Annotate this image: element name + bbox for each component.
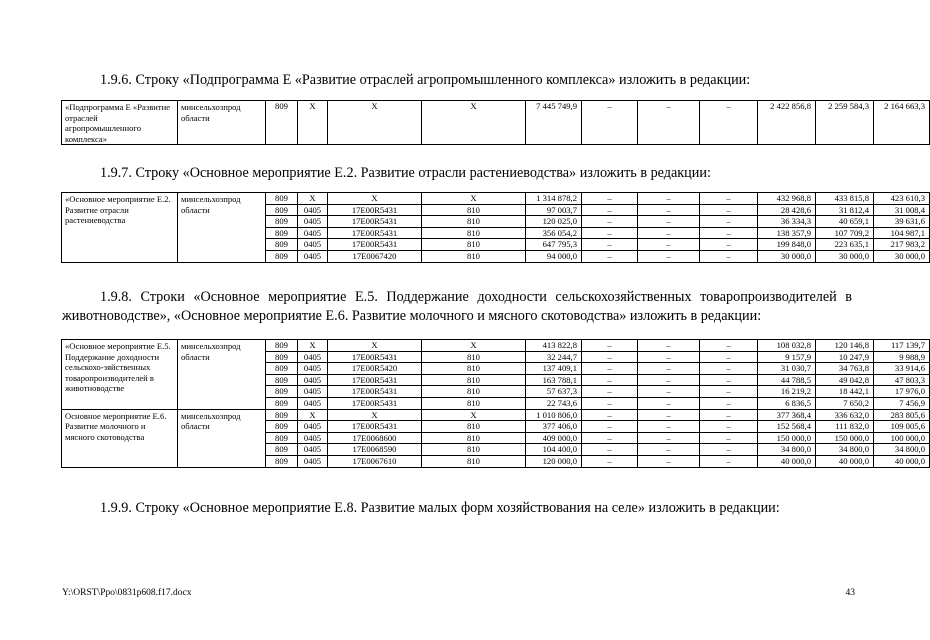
total-cell: 163 788,1	[526, 374, 582, 386]
year-cell: 138 357,9	[758, 227, 816, 239]
year-cell: 16 219,2	[758, 386, 816, 398]
year-cell: –	[700, 340, 758, 352]
year-cell: 423 610,3	[874, 193, 930, 205]
year-cell: –	[700, 250, 758, 262]
year-cell: 34 800,0	[816, 444, 874, 456]
year-cell: –	[638, 239, 700, 251]
year-cell: 9 157,9	[758, 351, 816, 363]
section-cell: 0405	[298, 397, 328, 409]
section-heading-1-9-8: 1.9.8. Строки «Основное мероприятие Е.5. Поддержание доходности сельскохозяйственных товаропроизводителей в животноводстве», «Основное мероприятие Е.6. Развитие молочного и мясного скотоводства» изложить в редакции:	[62, 289, 852, 324]
year-cell: 33 914,6	[874, 363, 930, 375]
total-cell: 57 637,3	[526, 386, 582, 398]
year-cell: –	[582, 409, 638, 421]
target-article-cell: 17Е00R5431	[328, 239, 422, 251]
year-cell: –	[582, 363, 638, 375]
year-cell: –	[638, 386, 700, 398]
expense-type-cell: 810	[422, 363, 526, 375]
year-cell: 31 008,4	[874, 204, 930, 216]
section-cell: 0405	[298, 444, 328, 456]
year-cell: –	[638, 374, 700, 386]
year-cell: –	[700, 227, 758, 239]
year-cell: –	[582, 227, 638, 239]
section-cell: Х	[298, 101, 328, 145]
year-cell: 40 000,0	[816, 455, 874, 467]
total-cell: 22 743,6	[526, 397, 582, 409]
agency-cell: минсельхозпрод области	[178, 409, 266, 467]
target-article-cell: 17Е00R5431	[328, 386, 422, 398]
year-cell: 40 000,0	[758, 455, 816, 467]
budget-code-cell: 809	[266, 421, 298, 433]
expense-type-cell: 810	[422, 421, 526, 433]
budget-code-cell: 809	[266, 397, 298, 409]
year-cell: 150 000,0	[816, 432, 874, 444]
year-cell: –	[582, 193, 638, 205]
target-article-cell: Х	[328, 340, 422, 352]
total-cell: 137 409,1	[526, 363, 582, 375]
year-cell: 104 987,1	[874, 227, 930, 239]
budget-code-cell: 809	[266, 386, 298, 398]
total-cell: 1 010 806,0	[526, 409, 582, 421]
year-cell: –	[700, 101, 758, 145]
year-cell: –	[582, 216, 638, 228]
expense-type-cell: 810	[422, 216, 526, 228]
year-cell: –	[638, 216, 700, 228]
budget-code-cell: 809	[266, 455, 298, 467]
section-cell: 0405	[298, 363, 328, 375]
row-name-cell: Основное мероприятие Е.6. Развитие молочного и мясного скотоводства	[62, 409, 178, 467]
expense-type-cell: 810	[422, 455, 526, 467]
year-cell: 111 832,0	[816, 421, 874, 433]
target-article-cell: Х	[328, 193, 422, 205]
year-cell: 432 968,8	[758, 193, 816, 205]
year-cell: 30 000,0	[874, 250, 930, 262]
target-article-cell: 17Е0067420	[328, 250, 422, 262]
section-cell: 0405	[298, 250, 328, 262]
expense-type-cell: 810	[422, 239, 526, 251]
budget-code-cell: 809	[266, 351, 298, 363]
section-cell: 0405	[298, 386, 328, 398]
year-cell: –	[700, 374, 758, 386]
total-cell: 32 244,7	[526, 351, 582, 363]
budget-code-cell: 809	[266, 250, 298, 262]
year-cell: –	[700, 204, 758, 216]
footer-page-number: 43	[845, 588, 855, 598]
target-article-cell: 17Е00R5431	[328, 397, 422, 409]
year-cell: –	[700, 193, 758, 205]
budget-code-cell: 809	[266, 216, 298, 228]
expense-type-cell: 810	[422, 432, 526, 444]
target-article-cell: 17Е00R5431	[328, 421, 422, 433]
total-cell: 413 822,8	[526, 340, 582, 352]
total-cell: 356 054,2	[526, 227, 582, 239]
year-cell: 28 428,6	[758, 204, 816, 216]
year-cell: –	[638, 409, 700, 421]
section-heading-1-9-7: 1.9.7. Строку «Основное мероприятие Е.2. Развитие отрасли растениеводства» изложить в редакции:	[100, 165, 711, 181]
year-cell: 152 568,4	[758, 421, 816, 433]
year-cell: –	[582, 444, 638, 456]
table-row	[62, 193, 930, 205]
section-cell: Х	[298, 409, 328, 421]
year-cell: 109 005,6	[874, 421, 930, 433]
expense-type-cell: 810	[422, 227, 526, 239]
year-cell: 100 000,0	[874, 432, 930, 444]
total-cell: 120 000,0	[526, 455, 582, 467]
section-cell: 0405	[298, 421, 328, 433]
year-cell: –	[582, 250, 638, 262]
year-cell: 47 803,3	[874, 374, 930, 386]
year-cell: –	[700, 351, 758, 363]
year-cell: 30 000,0	[758, 250, 816, 262]
year-cell: 40 000,0	[874, 455, 930, 467]
expense-type-cell: 810	[422, 204, 526, 216]
section-cell: Х	[298, 340, 328, 352]
year-cell: –	[700, 409, 758, 421]
expense-type-cell: Х	[422, 340, 526, 352]
section-cell: 0405	[298, 227, 328, 239]
year-cell: 7 456,9	[874, 397, 930, 409]
year-cell: –	[582, 421, 638, 433]
year-cell: 6 836,5	[758, 397, 816, 409]
budget-code-cell: 809	[266, 227, 298, 239]
year-cell: –	[700, 432, 758, 444]
section-cell: 0405	[298, 455, 328, 467]
total-cell: 647 795,3	[526, 239, 582, 251]
table-subprogram-e	[61, 100, 930, 145]
year-cell: 108 032,8	[758, 340, 816, 352]
year-cell: –	[582, 386, 638, 398]
total-cell: 94 000,0	[526, 250, 582, 262]
section-cell: 0405	[298, 351, 328, 363]
section-cell: 0405	[298, 204, 328, 216]
agency-cell: минсельхозпрод области	[178, 101, 266, 145]
total-cell: 104 400,0	[526, 444, 582, 456]
year-cell: –	[638, 101, 700, 145]
year-cell: 217 983,2	[874, 239, 930, 251]
year-cell: 199 848,0	[758, 239, 816, 251]
year-cell: –	[582, 397, 638, 409]
year-cell: 9 988,9	[874, 351, 930, 363]
agency-cell: минсельхозпрод области	[178, 193, 266, 263]
year-cell: –	[638, 351, 700, 363]
year-cell: 34 763,8	[816, 363, 874, 375]
year-cell: –	[700, 363, 758, 375]
year-cell: –	[700, 216, 758, 228]
total-cell: 1 314 878,2	[526, 193, 582, 205]
budget-code-cell: 809	[266, 432, 298, 444]
year-cell: 2 259 584,3	[816, 101, 874, 145]
agency-cell: минсельхозпрод области	[178, 340, 266, 410]
year-cell: 31 030,7	[758, 363, 816, 375]
budget-code-cell: 809	[266, 204, 298, 216]
year-cell: –	[638, 227, 700, 239]
target-article-cell: 17Е00R5431	[328, 216, 422, 228]
year-cell: 34 800,0	[758, 444, 816, 456]
year-cell: 44 788,5	[758, 374, 816, 386]
section-cell: 0405	[298, 432, 328, 444]
target-article-cell: Х	[328, 101, 422, 145]
expense-type-cell: 810	[422, 397, 526, 409]
year-cell: –	[582, 340, 638, 352]
year-cell: 18 442,1	[816, 386, 874, 398]
year-cell: –	[638, 250, 700, 262]
total-cell: 7 445 749,9	[526, 101, 582, 145]
expense-type-cell: Х	[422, 101, 526, 145]
year-cell: –	[582, 432, 638, 444]
year-cell: 10 247,9	[816, 351, 874, 363]
year-cell: –	[582, 455, 638, 467]
year-cell: –	[638, 204, 700, 216]
expense-type-cell: 810	[422, 386, 526, 398]
year-cell: –	[582, 204, 638, 216]
section-cell: Х	[298, 193, 328, 205]
budget-code-cell: 809	[266, 193, 298, 205]
budget-code-cell: 809	[266, 239, 298, 251]
target-article-cell: 17Е00R5420	[328, 363, 422, 375]
year-cell: 433 815,8	[816, 193, 874, 205]
expense-type-cell: Х	[422, 193, 526, 205]
row-name-cell: «Подпрограмма Е «Развитие отраслей агропромышленного комплекса»	[62, 101, 178, 145]
year-cell: 107 709,2	[816, 227, 874, 239]
year-cell: –	[582, 374, 638, 386]
target-article-cell: 17Е00R5431	[328, 374, 422, 386]
year-cell: –	[638, 444, 700, 456]
row-name-cell: «Основное мероприятие Е.5. Поддержание доходности сельскохо-зяйственных товаропроизводителей в животноводстве	[62, 340, 178, 410]
budget-code-cell: 809	[266, 374, 298, 386]
year-cell: 2 422 856,8	[758, 101, 816, 145]
year-cell: 40 659,1	[816, 216, 874, 228]
year-cell: –	[638, 397, 700, 409]
expense-type-cell: 810	[422, 351, 526, 363]
target-article-cell: 17Е00R5431	[328, 227, 422, 239]
year-cell: 117 139,7	[874, 340, 930, 352]
section-cell: 0405	[298, 374, 328, 386]
expense-type-cell: 810	[422, 374, 526, 386]
row-name-cell: «Основное мероприятие Е.2. Развитие отрасли растениеводства	[62, 193, 178, 263]
year-cell: –	[700, 421, 758, 433]
year-cell: 2 164 663,3	[874, 101, 930, 145]
year-cell: –	[582, 351, 638, 363]
budget-code-cell: 809	[266, 444, 298, 456]
year-cell: –	[638, 421, 700, 433]
year-cell: –	[700, 386, 758, 398]
year-cell: 17 976,0	[874, 386, 930, 398]
section-heading-1-9-9: 1.9.9. Строку «Основное мероприятие Е.8. Развитие малых форм хозяйствования на селе» изложить в редакции:	[100, 500, 780, 516]
year-cell: 223 635,1	[816, 239, 874, 251]
total-cell: 409 000,0	[526, 432, 582, 444]
year-cell: 49 042,8	[816, 374, 874, 386]
budget-code-cell: 809	[266, 340, 298, 352]
total-cell: 377 406,0	[526, 421, 582, 433]
section-cell: 0405	[298, 239, 328, 251]
year-cell: 336 632,0	[816, 409, 874, 421]
table-measures-e5-e6	[61, 339, 930, 468]
section-cell: 0405	[298, 216, 328, 228]
year-cell: –	[638, 193, 700, 205]
year-cell: 36 334,3	[758, 216, 816, 228]
budget-code-cell: 809	[266, 409, 298, 421]
year-cell: –	[700, 239, 758, 251]
year-cell: 39 631,6	[874, 216, 930, 228]
section-heading-1-9-6: 1.9.6. Строку «Подпрограмма Е «Развитие отраслей агропромышленного комплекса» изложить в редакции:	[100, 72, 751, 88]
budget-code-cell: 809	[266, 101, 298, 145]
year-cell: 34 800,0	[874, 444, 930, 456]
year-cell: –	[638, 432, 700, 444]
expense-type-cell: Х	[422, 409, 526, 421]
year-cell: –	[582, 101, 638, 145]
expense-type-cell: 810	[422, 444, 526, 456]
table-measure-e2	[61, 192, 930, 263]
year-cell: 7 650,2	[816, 397, 874, 409]
expense-type-cell: 810	[422, 250, 526, 262]
target-article-cell: 17Е0067610	[328, 455, 422, 467]
table-row	[62, 409, 930, 421]
target-article-cell: 17Е0068590	[328, 444, 422, 456]
table-row	[62, 340, 930, 352]
year-cell: –	[582, 239, 638, 251]
budget-code-cell: 809	[266, 363, 298, 375]
year-cell: –	[638, 455, 700, 467]
target-article-cell: 17Е00R5431	[328, 351, 422, 363]
year-cell: 120 146,8	[816, 340, 874, 352]
total-cell: 97 003,7	[526, 204, 582, 216]
total-cell: 120 025,0	[526, 216, 582, 228]
year-cell: 377 368,4	[758, 409, 816, 421]
year-cell: –	[638, 340, 700, 352]
year-cell: –	[638, 363, 700, 375]
year-cell: 283 805,6	[874, 409, 930, 421]
target-article-cell: 17Е0068600	[328, 432, 422, 444]
year-cell: 31 812,4	[816, 204, 874, 216]
year-cell: –	[700, 455, 758, 467]
table-row	[62, 101, 930, 145]
target-article-cell: 17Е00R5431	[328, 204, 422, 216]
year-cell: –	[700, 397, 758, 409]
target-article-cell: Х	[328, 409, 422, 421]
year-cell: 30 000,0	[816, 250, 874, 262]
year-cell: –	[700, 444, 758, 456]
year-cell: 150 000,0	[758, 432, 816, 444]
footer-file-path: Y:\ORST\Ppo\0831p608.f17.docx	[62, 588, 192, 598]
